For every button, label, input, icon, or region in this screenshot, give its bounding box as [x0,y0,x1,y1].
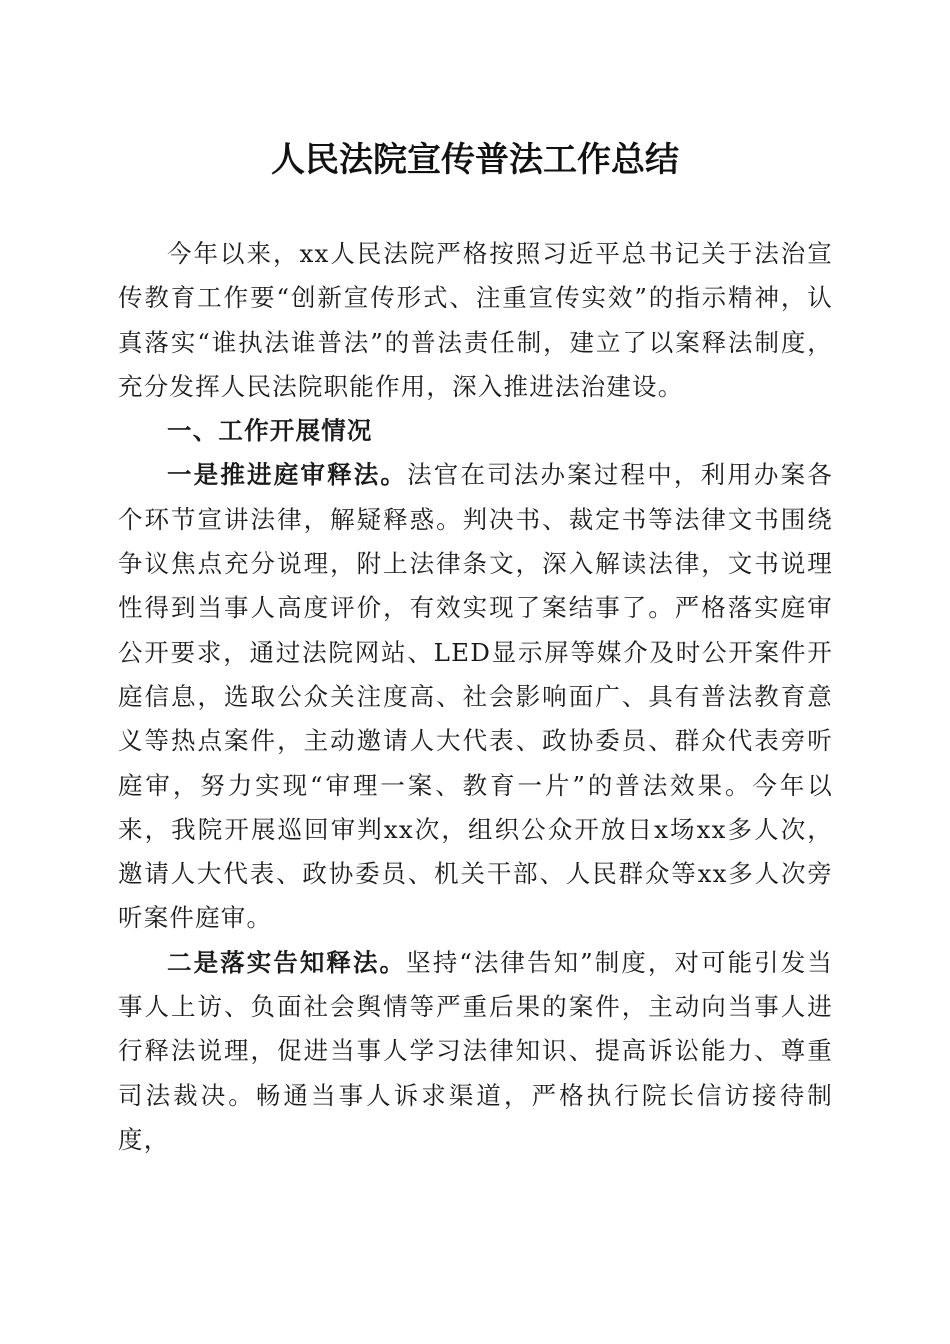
document-body [118,232,833,1162]
paragraph-trial-interpretation [118,453,833,940]
paragraph-lead-1: 一是推进庭审释法。 [167,460,408,490]
paragraph-notification-interpretation [118,941,833,1162]
document-title: 人民法院宣传普法工作总结 [271,140,679,180]
section-heading-work-status: 一、工作开展情况 [167,416,373,446]
paragraph-lead-2: 二是落实告知释法。 [167,947,407,977]
paragraph-text-2: 坚持“法律告知”制度，对可能引发当事人上访、负面社会舆情等严重后果的案件，主动向当事人进行释法说理，促进当事人学习法律知识、提高诉讼能力、尊重司法裁决。畅通当事人诉求渠道，严格执行院长信访接待制度， [118,947,833,1154]
paragraph-text-1: 法官在司法办案过程中，利用办案各个环节宣讲法律，解疑释惑。判决书、裁定书等法律文书围绕争议焦点充分说理，附上法律条文，深入解读法律，文书说理性得到当事人高度评价，有效实现了案结事了。严格落实庭审公开要求，通过法院网站、LED显示屏等媒介及时公开案件开庭信息，选取公众关注度高、社会影响面广、具有普法教育意义等热点案件，主动邀请人大代表、政协委员、群众代表旁听庭审，努力实现“审理一案、教育一片”的普法效果。今年以来，我院开展巡回审判xx次，组织公众开放日x场xx多人次，邀请人大代表、政协委员、机关干部、人民群众等xx多人次旁听案件庭审。 [118,460,833,933]
intro-paragraph: 今年以来，xx人民法院严格按照习近平总书记关于法治宣传教育工作要“创新宣传形式、注重宣传实效”的指示精神，认真落实“谁执法谁普法”的普法责任制，建立了以案释法制度，充分发挥人民法院职能作用，深入推进法治建设。 [118,239,833,401]
